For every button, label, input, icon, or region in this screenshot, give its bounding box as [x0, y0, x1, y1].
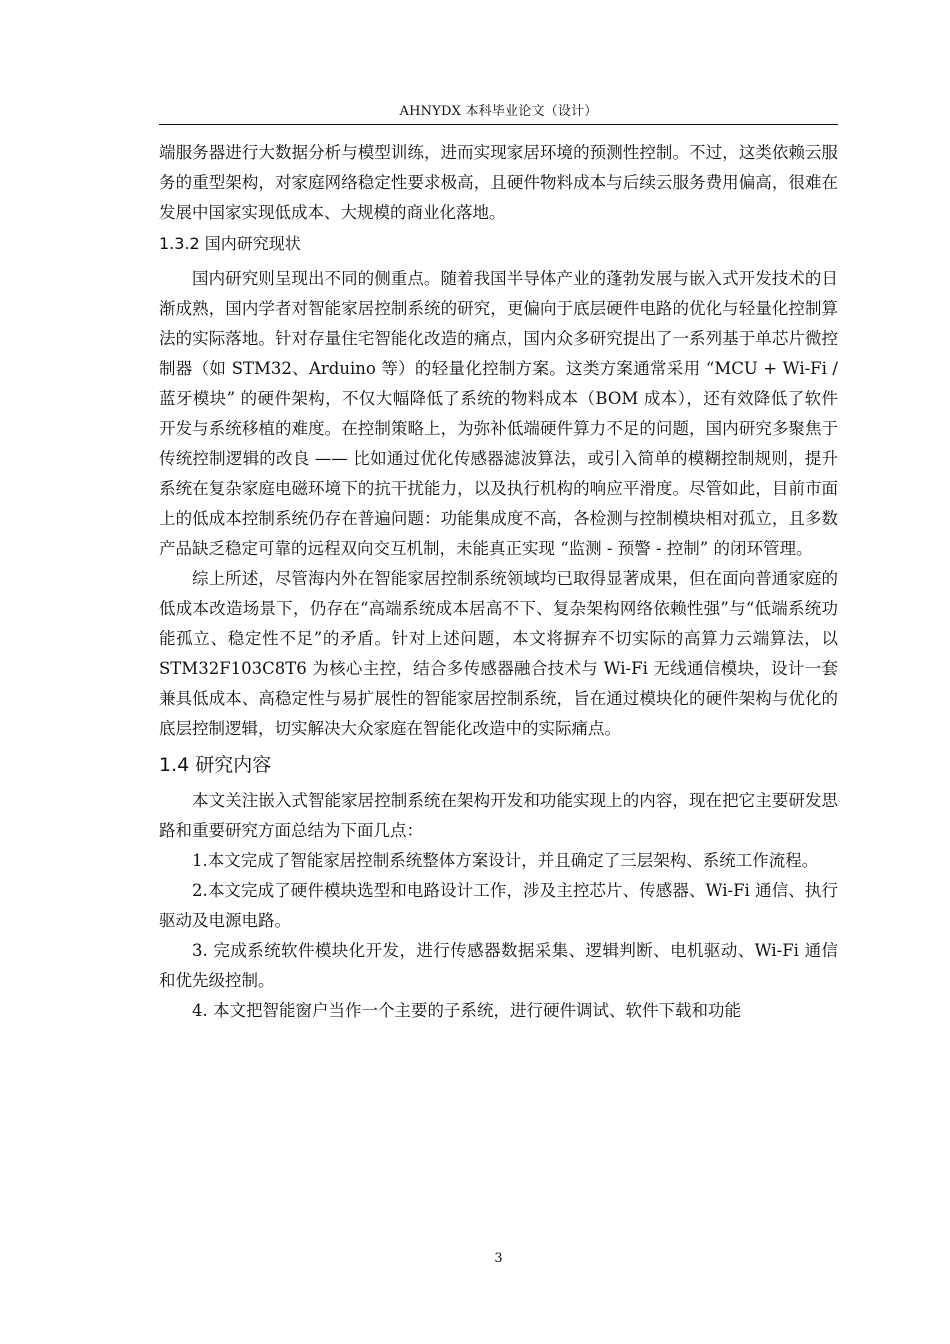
body-text	[159, 138, 838, 1026]
section-heading-1-3-2: 1.3.2 国内研究现状	[159, 234, 301, 253]
section-heading-1-4: 1.4 研究内容	[159, 754, 272, 776]
list-item-3: 3. 完成系统软件模块化开发，进行传感器数据采集、逻辑判断、电机驱动、Wi-Fi 通信和优先级控制。	[159, 941, 838, 990]
running-header: AHNYDX 本科毕业论文（设计）	[399, 104, 598, 119]
list-item-1: 1.本文完成了智能家居控制系统整体方案设计，并且确定了三层架构、系统工作流程。	[192, 851, 819, 870]
list-item-4: 4. 本文把智能窗户当作一个主要的子系统，进行硬件调试、软件下载和功能	[192, 1001, 741, 1020]
paragraph-summary: 综上所述，尽管海内外在智能家居控制系统领域均已取得显著成果，但在面向普通家庭的低成本改造场景下，仍存在“高端系统成本居高不下、复杂架构网络依赖性强”与“低端系统功能孤立、稳定性不足”的矛盾。针对上述问题，本文将摒弃不切实际的高算力云端算法，以 STM32F103C8T6 为核心主控，结合多传感器融合技术与 Wi-Fi 无线通信模块，设计一套兼具低成本、高稳定性与易扩展性的智能家居控制系统，旨在通过模块化的硬件架构与优化的底层控制逻辑，切实解决大众家庭在智能化改造中的实际痛点。	[159, 569, 838, 738]
paragraph-domestic-research: 国内研究则呈现出不同的侧重点。随着我国半导体产业的蓬勃发展与嵌入式开发技术的日渐成熟，国内学者对智能家居控制系统的研究，更偏向于底层硬件电路的优化与轻量化控制算法的实际落地。针对存量住宅智能化改造的痛点，国内众多研究提出了一系列基于单芯片微控制器（如 STM32、Arduino 等）的轻量化控制方案。这类方案通常采用 “MCU + Wi-Fi / 蓝牙模块” 的硬件架构，不仅大幅降低了系统的物料成本（BOM 成本），还有效降低了软件开发与系统移植的难度。在控制策略上，为弥补低端硬件算力不足的问题，国内研究多聚焦于传统控制逻辑的改良 —— 比如通过优化传感器滤波算法，或引入简单的模糊控制规则，提升系统在复杂家庭电磁环境下的抗干扰能力，以及执行机构的响应平滑度。尽管如此，目前市面上的低成本控制系统仍存在普遍问题：功能集成度不高，各检测与控制模块相对孤立，且多数产品缺乏稳定可靠的远程双向交互机制，未能真正实现 “监测 - 预警 - 控制” 的闭环管理。	[159, 269, 838, 558]
page-number: 3	[494, 1251, 503, 1266]
header-rule	[159, 124, 838, 125]
paragraph-continued: 端服务器进行大数据分析与模型训练，进而实现家居环境的预测性控制。不过，这类依赖云服务的重型架构，对家庭网络稳定性要求极高，且硬件物料成本与后续云服务费用偏高，很难在发展中国家实现低成本、大规模的商业化落地。	[159, 143, 838, 222]
paragraph-research-intro: 本文关注嵌入式智能家居控制系统在架构开发和功能实现上的内容，现在把它主要研发思路和重要研究方面总结为下面几点：	[159, 791, 838, 840]
list-item-2: 2.本文完成了硬件模块选型和电路设计工作，涉及主控芯片、传感器、Wi-Fi 通信、执行驱动及电源电路。	[159, 881, 838, 930]
